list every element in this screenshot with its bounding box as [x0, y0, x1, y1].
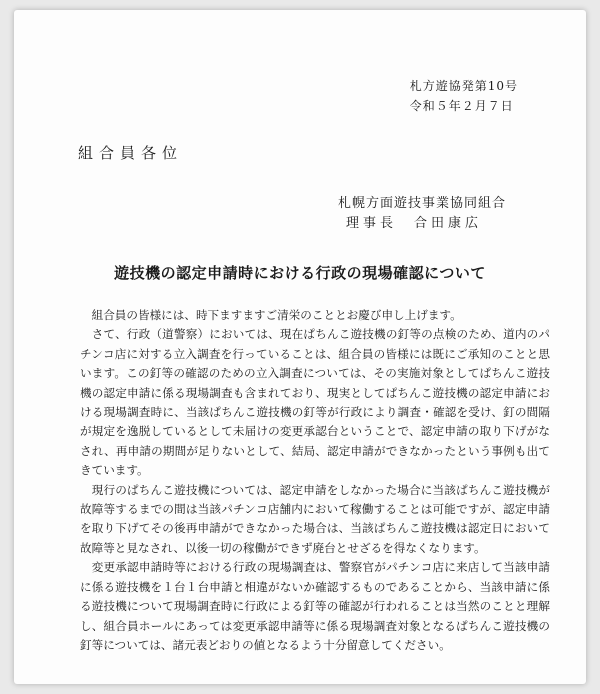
body-paragraph: 組合員の皆様には、時下ますますご清栄のこととお慶び申し上げます。 — [80, 308, 462, 322]
body-paragraph: さて、行政（道警察）においては、現在ぱちんこ遊技機の釘等の点検のため、道内のパチンコ店に対する立入調査を行っていることは、組合員の皆様には既にご承知のことと思います。この釘等の確認のための立入調査については、その実施対象としてぱちんこ遊技機の認定申請に係る現場調査も含まれており、現実としてぱちんこ遊技機の認定申請における現場調査時に、当該ぱちんこ遊技機の釘等が行政により調査・確認を受け、釘の間隔が規定を逸脱しているとして未届けの変更承認台ということで、認定申請の取り下げがなされ、再申請の期間が足りないとして、結局、認定申請ができなかったという事例も出てきています。 — [80, 327, 550, 478]
sender-organization: 札幌方面遊技事業協同組合 — [337, 196, 506, 211]
body-paragraph: 変更承認申請時等における行政の現場調査は、警察官がパチンコ店に来店して当該申請に係る遊技機を１台１台申請と相違がないか確認するものであることから、当該申請に係る遊技機について現場調査時に行政による釘等の確認が行われることは当然のことと理解し、組合員ホールにあっては変更承認申請等に係る現場調査対象となるぱちんこ遊技機の釘等については、諸元表どおりの値となるよう十分留意してください。 — [80, 560, 550, 652]
body-paragraph: 現行のぱちんこ遊技機については、認定申請をしなかった場合に当該ぱちんこ遊技機が故障等するまでの間は当該パチンコ店舗内において稼働することは可能ですが、認定申請を取り下げてその後再申請ができなかった場合は、当該ぱちんこ遊技機は認定日において故障等と見なされ、以後一切の稼働ができず廃台とせざるを得なくなります。 — [80, 482, 550, 555]
document-header — [410, 76, 518, 116]
document-number: 札方遊協発第10号 — [409, 79, 518, 93]
document-page — [14, 10, 586, 684]
document-body — [80, 306, 550, 655]
document-date: 令和５年２月７日 — [409, 99, 514, 113]
document-title: 遊技機の認定申請時における行政の現場確認について — [114, 264, 486, 282]
addressee: 組合員各位 — [78, 144, 184, 162]
sender-block — [338, 194, 506, 234]
sender-representative: 理事長 合田康広 — [345, 216, 482, 231]
